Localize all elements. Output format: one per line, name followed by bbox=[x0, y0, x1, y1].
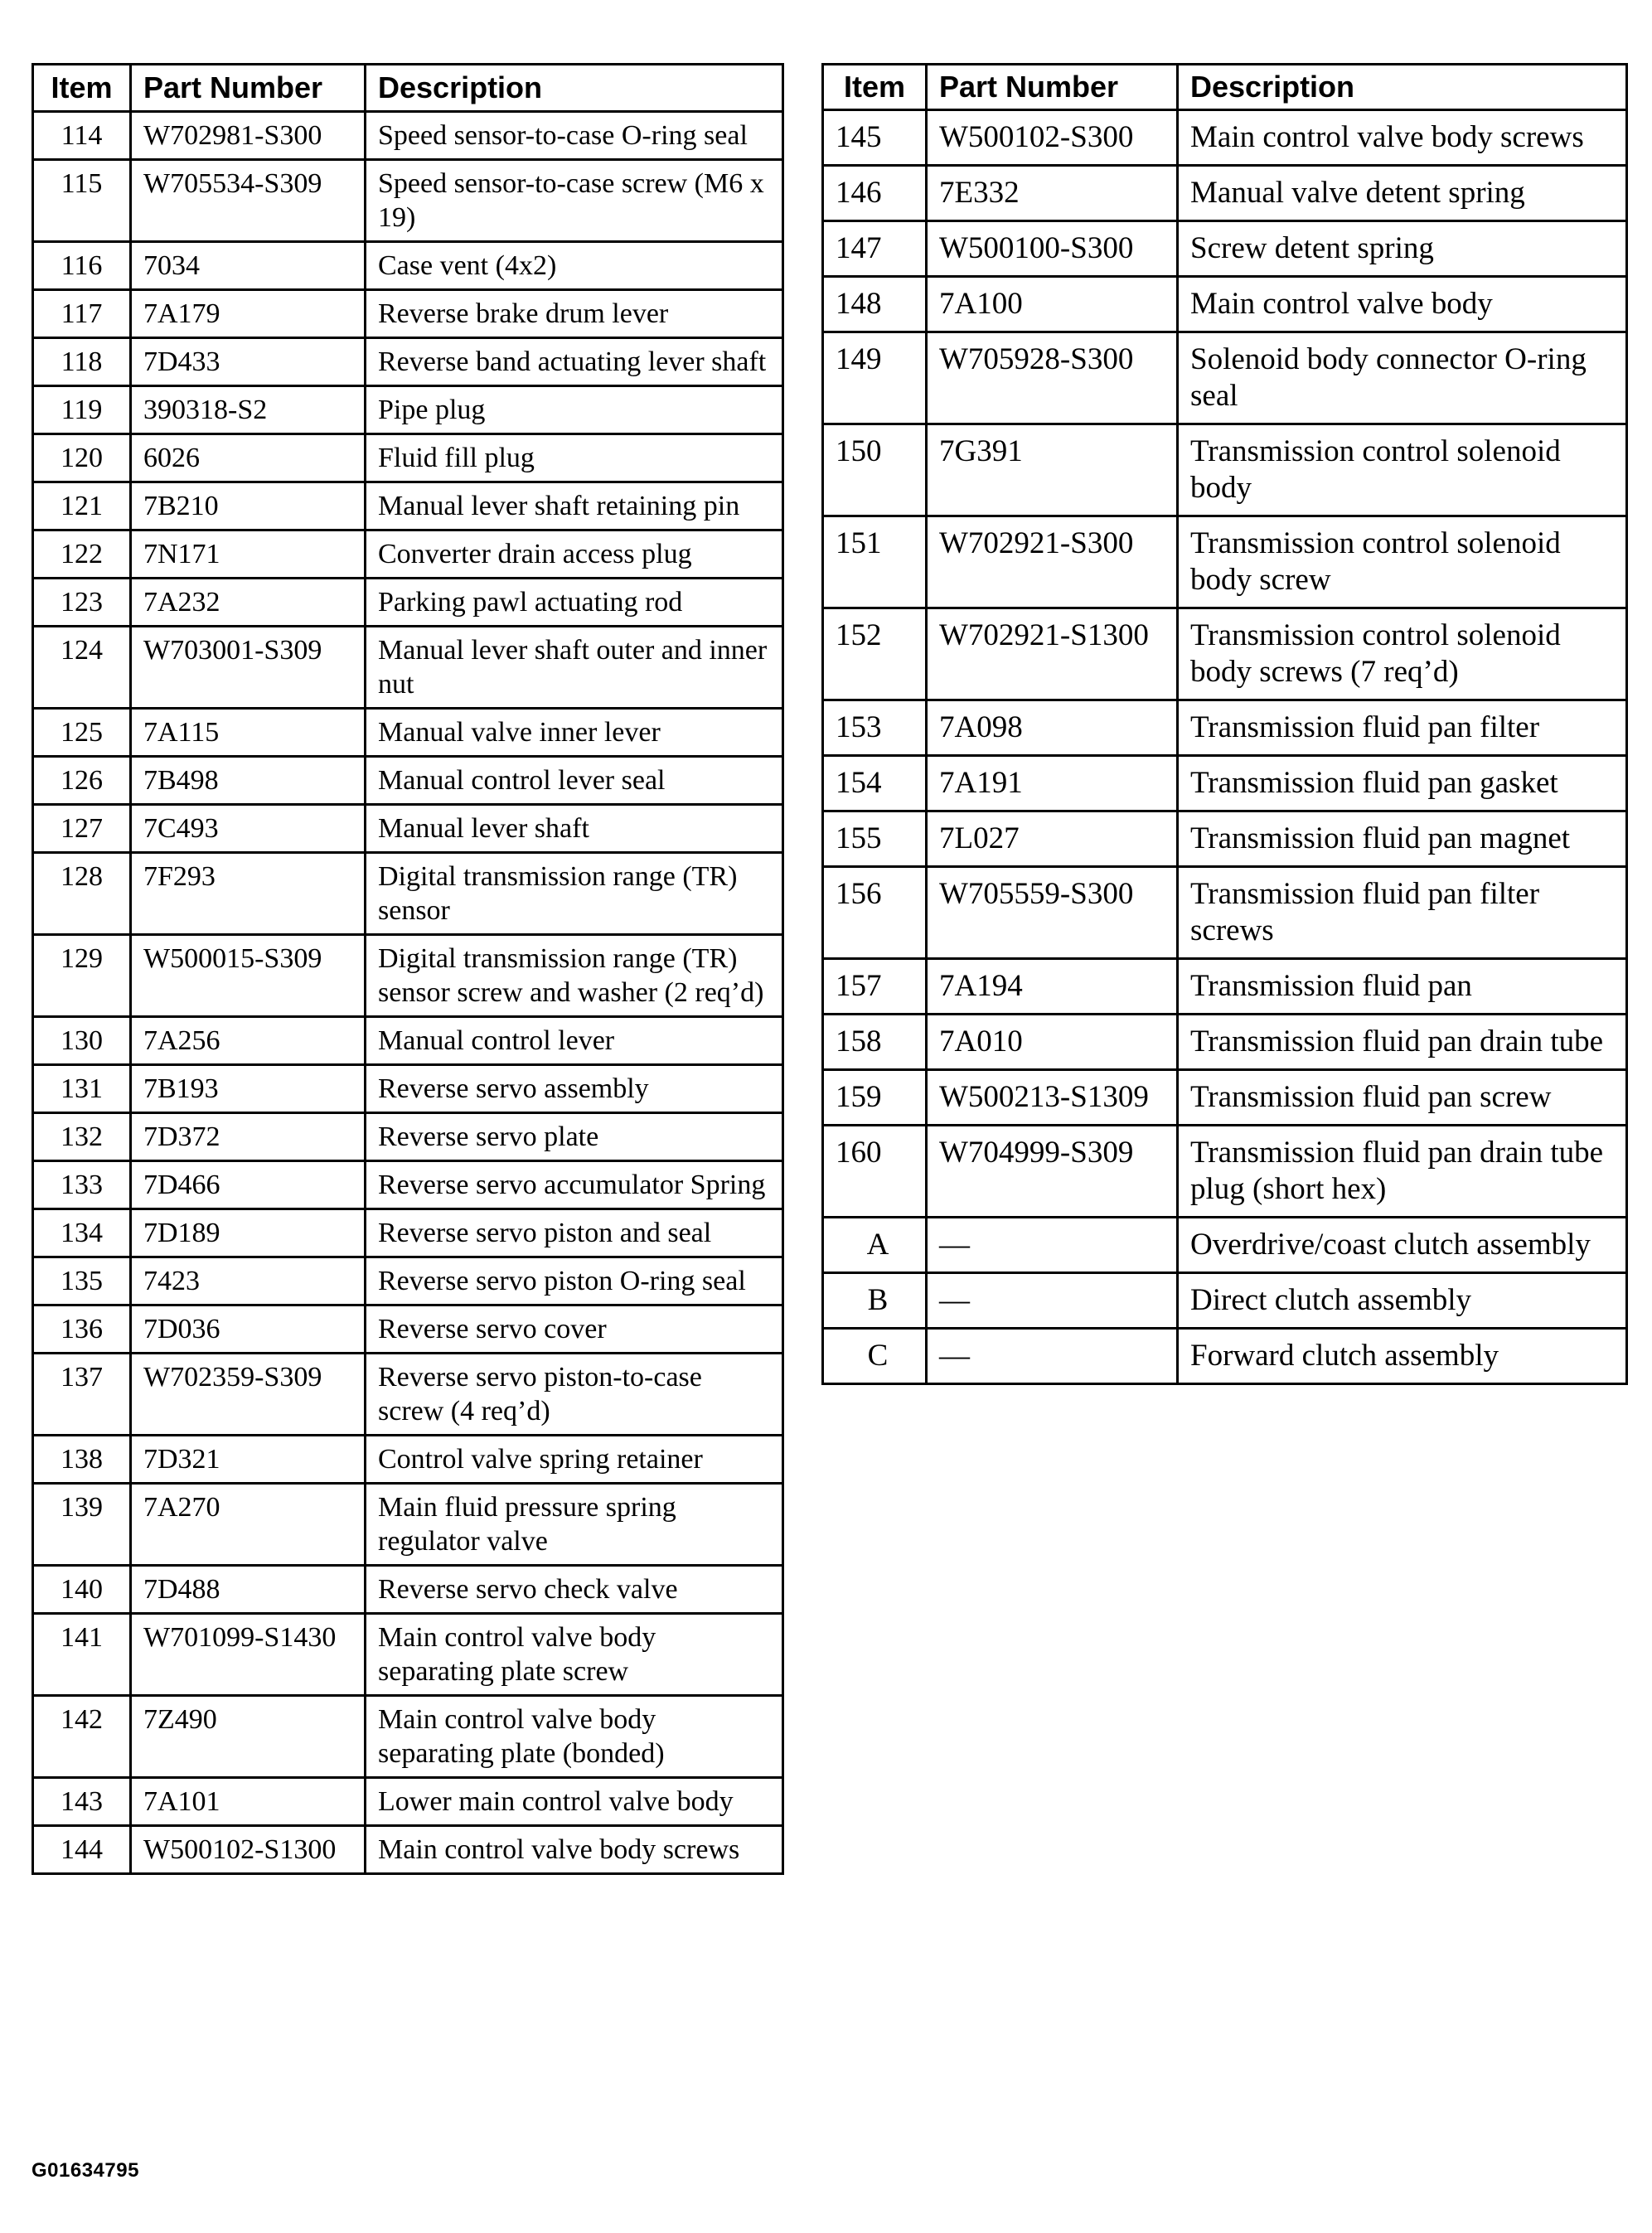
table-row bbox=[823, 166, 1627, 221]
table-row bbox=[33, 434, 783, 482]
item-cell: 144 bbox=[33, 1826, 131, 1874]
description-cell: Reverse brake drum lever bbox=[366, 290, 783, 338]
table-row bbox=[823, 277, 1627, 332]
table-row bbox=[823, 516, 1627, 608]
table-body-left bbox=[33, 112, 783, 1874]
item-cell: 128 bbox=[33, 853, 131, 935]
part-number-cell: 7B498 bbox=[131, 757, 366, 805]
item-cell: 159 bbox=[823, 1070, 927, 1126]
description-cell: Manual lever shaft retaining pin bbox=[366, 482, 783, 530]
table-row bbox=[33, 1826, 783, 1874]
table-row bbox=[33, 1614, 783, 1696]
table-row bbox=[33, 386, 783, 434]
item-cell: 121 bbox=[33, 482, 131, 530]
item-cell: 156 bbox=[823, 867, 927, 959]
part-number-cell: 7A232 bbox=[131, 579, 366, 627]
item-cell: 117 bbox=[33, 290, 131, 338]
header-part-number: Part Number bbox=[927, 65, 1178, 110]
description-cell: Main fluid pressure spring regulator valve bbox=[366, 1484, 783, 1566]
item-cell: 141 bbox=[33, 1614, 131, 1696]
description-cell: Reverse servo cover bbox=[366, 1305, 783, 1354]
part-number-cell: W500102-S300 bbox=[927, 110, 1178, 166]
part-number-cell: W500015-S309 bbox=[131, 935, 366, 1017]
part-number-cell: W704999-S309 bbox=[927, 1126, 1178, 1218]
description-cell: Overdrive/coast clutch assembly bbox=[1178, 1218, 1627, 1273]
description-cell: Control valve spring retainer bbox=[366, 1436, 783, 1484]
part-number-cell: 7D321 bbox=[131, 1436, 366, 1484]
item-cell: 149 bbox=[823, 332, 927, 424]
description-cell: Transmission fluid pan bbox=[1178, 959, 1627, 1015]
part-number-cell: 7A256 bbox=[131, 1017, 366, 1065]
table-row bbox=[33, 1161, 783, 1209]
description-cell: Transmission fluid pan drain tube plug (short hex) bbox=[1178, 1126, 1627, 1218]
part-number-cell: 7D488 bbox=[131, 1566, 366, 1614]
table-header-row bbox=[823, 65, 1627, 110]
part-number-cell: 7N171 bbox=[131, 530, 366, 579]
item-cell: 116 bbox=[33, 242, 131, 290]
table-row bbox=[823, 1126, 1627, 1218]
table-row bbox=[33, 627, 783, 709]
part-number-cell: 390318-S2 bbox=[131, 386, 366, 434]
description-cell: Converter drain access plug bbox=[366, 530, 783, 579]
description-cell: Pipe plug bbox=[366, 386, 783, 434]
header-item: Item bbox=[823, 65, 927, 110]
description-cell: Transmission fluid pan magnet bbox=[1178, 811, 1627, 867]
table-row bbox=[823, 756, 1627, 811]
table-row bbox=[33, 482, 783, 530]
part-number-cell: 7A010 bbox=[927, 1015, 1178, 1070]
item-cell: 147 bbox=[823, 221, 927, 277]
description-cell: Parking pawl actuating rod bbox=[366, 579, 783, 627]
table-row bbox=[823, 332, 1627, 424]
description-cell: Reverse servo piston and seal bbox=[366, 1209, 783, 1257]
part-number-cell: 7A191 bbox=[927, 756, 1178, 811]
item-cell: 142 bbox=[33, 1696, 131, 1778]
description-cell: Main control valve body screws bbox=[366, 1826, 783, 1874]
part-number-cell: W702921-S300 bbox=[927, 516, 1178, 608]
part-number-cell: 7A100 bbox=[927, 277, 1178, 332]
part-number-cell: W705534-S309 bbox=[131, 160, 366, 242]
part-number-cell: 7B193 bbox=[131, 1065, 366, 1113]
table-body-right bbox=[823, 110, 1627, 1384]
description-cell: Main control valve body separating plate (bonded) bbox=[366, 1696, 783, 1778]
item-cell: 118 bbox=[33, 338, 131, 386]
part-number-cell: 7D372 bbox=[131, 1113, 366, 1161]
item-cell: 132 bbox=[33, 1113, 131, 1161]
item-cell: 160 bbox=[823, 1126, 927, 1218]
part-number-cell: W705928-S300 bbox=[927, 332, 1178, 424]
description-cell: Manual valve inner lever bbox=[366, 709, 783, 757]
item-cell: 140 bbox=[33, 1566, 131, 1614]
table-row bbox=[823, 608, 1627, 700]
part-number-cell: W500100-S300 bbox=[927, 221, 1178, 277]
item-cell: 130 bbox=[33, 1017, 131, 1065]
description-cell: Reverse band actuating lever shaft bbox=[366, 338, 783, 386]
header-item: Item bbox=[33, 65, 131, 112]
table-row bbox=[33, 1017, 783, 1065]
part-number-cell: 7E332 bbox=[927, 166, 1178, 221]
table-row bbox=[33, 290, 783, 338]
table-row bbox=[823, 221, 1627, 277]
table-header-row bbox=[33, 65, 783, 112]
table-row bbox=[823, 700, 1627, 756]
item-cell: 145 bbox=[823, 110, 927, 166]
table-row bbox=[823, 424, 1627, 516]
part-number-cell: 7B210 bbox=[131, 482, 366, 530]
table-row bbox=[823, 811, 1627, 867]
table-row bbox=[823, 959, 1627, 1015]
table-row bbox=[823, 110, 1627, 166]
table-row bbox=[33, 112, 783, 160]
table-row bbox=[33, 1305, 783, 1354]
description-cell: Digital transmission range (TR) sensor screw and washer (2 req’d) bbox=[366, 935, 783, 1017]
table-row bbox=[33, 709, 783, 757]
table-row bbox=[33, 1696, 783, 1778]
description-cell: Transmission fluid pan filter bbox=[1178, 700, 1627, 756]
part-number-cell: 7A115 bbox=[131, 709, 366, 757]
description-cell: Forward clutch assembly bbox=[1178, 1329, 1627, 1384]
table-row bbox=[33, 1257, 783, 1305]
part-number-cell: W500213-S1309 bbox=[927, 1070, 1178, 1126]
description-cell: Transmission fluid pan filter screws bbox=[1178, 867, 1627, 959]
description-cell: Reverse servo plate bbox=[366, 1113, 783, 1161]
table-row bbox=[33, 805, 783, 853]
description-cell: Fluid fill plug bbox=[366, 434, 783, 482]
part-number-cell: — bbox=[927, 1273, 1178, 1329]
description-cell: Main control valve body screws bbox=[1178, 110, 1627, 166]
table-row bbox=[823, 1070, 1627, 1126]
part-number-cell: 7A194 bbox=[927, 959, 1178, 1015]
table-row bbox=[823, 867, 1627, 959]
description-cell: Lower main control valve body bbox=[366, 1778, 783, 1826]
part-number-cell: 7G391 bbox=[927, 424, 1178, 516]
figure-id: G01634795 bbox=[31, 2159, 139, 2182]
description-cell: Manual control lever bbox=[366, 1017, 783, 1065]
table-row bbox=[33, 1484, 783, 1566]
item-cell: 155 bbox=[823, 811, 927, 867]
table-row bbox=[33, 1354, 783, 1436]
description-cell: Screw detent spring bbox=[1178, 221, 1627, 277]
part-number-cell: W702981-S300 bbox=[131, 112, 366, 160]
table-row bbox=[823, 1015, 1627, 1070]
table-row bbox=[33, 242, 783, 290]
description-cell: Case vent (4x2) bbox=[366, 242, 783, 290]
description-cell: Transmission fluid pan gasket bbox=[1178, 756, 1627, 811]
item-cell: 119 bbox=[33, 386, 131, 434]
item-cell: 154 bbox=[823, 756, 927, 811]
part-number-cell: 7A101 bbox=[131, 1778, 366, 1826]
description-cell: Transmission control solenoid body screw bbox=[1178, 516, 1627, 608]
item-cell: 151 bbox=[823, 516, 927, 608]
item-cell: 131 bbox=[33, 1065, 131, 1113]
item-cell: 115 bbox=[33, 160, 131, 242]
description-cell: Main control valve body separating plate screw bbox=[366, 1614, 783, 1696]
table-row bbox=[33, 160, 783, 242]
item-cell: 143 bbox=[33, 1778, 131, 1826]
item-cell: 150 bbox=[823, 424, 927, 516]
part-number-cell: 7Z490 bbox=[131, 1696, 366, 1778]
description-cell: Manual lever shaft outer and inner nut bbox=[366, 627, 783, 709]
item-cell: 136 bbox=[33, 1305, 131, 1354]
header-description: Description bbox=[1178, 65, 1627, 110]
description-cell: Transmission control solenoid body screws (7 req’d) bbox=[1178, 608, 1627, 700]
parts-table-left bbox=[31, 63, 784, 1875]
table-row bbox=[33, 853, 783, 935]
description-cell: Speed sensor-to-case O-ring seal bbox=[366, 112, 783, 160]
item-cell: 133 bbox=[33, 1161, 131, 1209]
part-number-cell: W701099-S1430 bbox=[131, 1614, 366, 1696]
table-row bbox=[33, 1778, 783, 1826]
part-number-cell: 7423 bbox=[131, 1257, 366, 1305]
part-number-cell: 7A179 bbox=[131, 290, 366, 338]
description-cell: Manual control lever seal bbox=[366, 757, 783, 805]
part-number-cell: 7034 bbox=[131, 242, 366, 290]
description-cell: Main control valve body bbox=[1178, 277, 1627, 332]
item-cell: 127 bbox=[33, 805, 131, 853]
item-cell: 134 bbox=[33, 1209, 131, 1257]
part-number-cell: 7D466 bbox=[131, 1161, 366, 1209]
part-number-cell: W703001-S309 bbox=[131, 627, 366, 709]
description-cell: Reverse servo accumulator Spring bbox=[366, 1161, 783, 1209]
item-cell: 157 bbox=[823, 959, 927, 1015]
item-cell: 124 bbox=[33, 627, 131, 709]
item-cell: 138 bbox=[33, 1436, 131, 1484]
item-cell: C bbox=[823, 1329, 927, 1384]
item-cell: 120 bbox=[33, 434, 131, 482]
header-part-number: Part Number bbox=[131, 65, 366, 112]
item-cell: B bbox=[823, 1273, 927, 1329]
description-cell: Transmission control solenoid body bbox=[1178, 424, 1627, 516]
description-cell: Transmission fluid pan screw bbox=[1178, 1070, 1627, 1126]
part-number-cell: 7D189 bbox=[131, 1209, 366, 1257]
item-cell: 153 bbox=[823, 700, 927, 756]
parts-table-right bbox=[821, 63, 1628, 1385]
description-cell: Manual lever shaft bbox=[366, 805, 783, 853]
table-row bbox=[33, 1209, 783, 1257]
part-number-cell: 7D036 bbox=[131, 1305, 366, 1354]
part-number-cell: 7F293 bbox=[131, 853, 366, 935]
item-cell: 122 bbox=[33, 530, 131, 579]
description-cell: Reverse servo piston O-ring seal bbox=[366, 1257, 783, 1305]
item-cell: 135 bbox=[33, 1257, 131, 1305]
part-number-cell: — bbox=[927, 1218, 1178, 1273]
item-cell: 139 bbox=[33, 1484, 131, 1566]
part-number-cell: W705559-S300 bbox=[927, 867, 1178, 959]
table-row bbox=[823, 1273, 1627, 1329]
item-cell: 152 bbox=[823, 608, 927, 700]
part-number-cell: 6026 bbox=[131, 434, 366, 482]
table-row bbox=[33, 757, 783, 805]
part-number-cell: W702359-S309 bbox=[131, 1354, 366, 1436]
table-row bbox=[823, 1329, 1627, 1384]
part-number-cell: 7C493 bbox=[131, 805, 366, 853]
table-row bbox=[33, 530, 783, 579]
description-cell: Reverse servo piston-to-case screw (4 req’d) bbox=[366, 1354, 783, 1436]
item-cell: 158 bbox=[823, 1015, 927, 1070]
item-cell: 123 bbox=[33, 579, 131, 627]
table-row bbox=[33, 935, 783, 1017]
item-cell: 125 bbox=[33, 709, 131, 757]
table-row bbox=[33, 1566, 783, 1614]
item-cell: A bbox=[823, 1218, 927, 1273]
table-row bbox=[33, 1113, 783, 1161]
description-cell: Direct clutch assembly bbox=[1178, 1273, 1627, 1329]
part-number-cell: 7L027 bbox=[927, 811, 1178, 867]
part-number-cell: 7D433 bbox=[131, 338, 366, 386]
item-cell: 146 bbox=[823, 166, 927, 221]
item-cell: 148 bbox=[823, 277, 927, 332]
part-number-cell: W702921-S1300 bbox=[927, 608, 1178, 700]
description-cell: Solenoid body connector O-ring seal bbox=[1178, 332, 1627, 424]
table-row bbox=[823, 1218, 1627, 1273]
description-cell: Reverse servo assembly bbox=[366, 1065, 783, 1113]
item-cell: 114 bbox=[33, 112, 131, 160]
description-cell: Reverse servo check valve bbox=[366, 1566, 783, 1614]
description-cell: Manual valve detent spring bbox=[1178, 166, 1627, 221]
table-row bbox=[33, 1436, 783, 1484]
table-row bbox=[33, 338, 783, 386]
part-number-cell: — bbox=[927, 1329, 1178, 1384]
description-cell: Transmission fluid pan drain tube bbox=[1178, 1015, 1627, 1070]
table-row bbox=[33, 579, 783, 627]
item-cell: 126 bbox=[33, 757, 131, 805]
description-cell: Speed sensor-to-case screw (M6 x 19) bbox=[366, 160, 783, 242]
table-row bbox=[33, 1065, 783, 1113]
item-cell: 137 bbox=[33, 1354, 131, 1436]
part-number-cell: 7A270 bbox=[131, 1484, 366, 1566]
part-number-cell: W500102-S1300 bbox=[131, 1826, 366, 1874]
part-number-cell: 7A098 bbox=[927, 700, 1178, 756]
item-cell: 129 bbox=[33, 935, 131, 1017]
header-description: Description bbox=[366, 65, 783, 112]
description-cell: Digital transmission range (TR) sensor bbox=[366, 853, 783, 935]
